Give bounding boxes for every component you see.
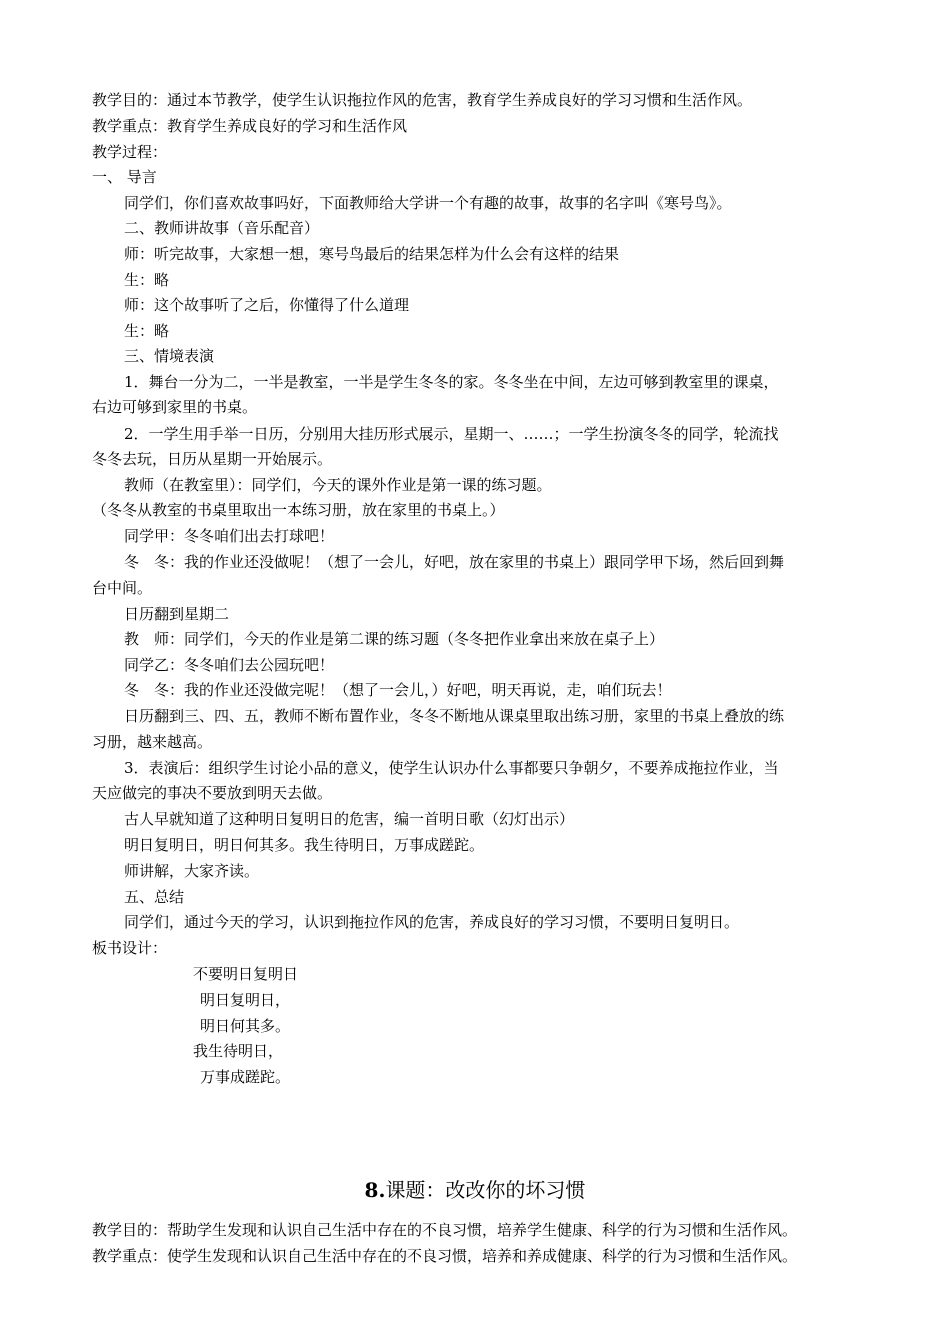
paragraph-continuation: 天应做完的事决不要放到明天去做。	[92, 784, 333, 802]
paragraph-continuation: 右边可够到家里的书桌。	[92, 398, 258, 416]
paragraph-continuation: 冬冬去玩，日历从星期一开始展示。	[92, 450, 333, 468]
lesson8-goal: 教学目的：帮助学生发现和认识自己生活中存在的不良习惯，培养学生健康、科学的行为习惯和生活作风。	[92, 1221, 798, 1239]
section-heading: 二、教师讲故事（音乐配音）	[124, 219, 320, 237]
lesson-title	[0, 1177, 950, 1203]
dialogue-line: 同学乙：冬冬咱们去公园玩吧！	[124, 656, 335, 674]
section-heading: 五、总结	[124, 888, 185, 906]
section-intro-heading: 一、 导言	[92, 168, 157, 186]
paragraph: 师：听完故事，大家想一想，寒号鸟最后的结果怎样为什么会有这样的结果	[124, 245, 620, 263]
board-title: 不要明日复明日	[193, 965, 299, 983]
paragraph: 3．表演后：组织学生讨论小品的意义，使学生认识办什么事都要只争朝夕，不要养成拖拉作业，当	[124, 759, 779, 777]
paragraph: 2．一学生用手举一日历，分别用大挂历形式展示，星期一、……；一学生扮演冬冬的同学，轮流找	[124, 425, 779, 443]
stage-direction: 日历翻到星期二	[124, 605, 230, 623]
dialogue-line: 冬 冬：我的作业还没做呢！（想了一会儿，好吧，放在家里的书桌上）跟同学甲下场，然后回到舞	[124, 553, 785, 571]
paragraph: 生：略	[124, 322, 170, 340]
dialogue-line: 冬 冬：我的作业还没做完呢！（想了一会儿，）好吧，明天再说，走，咱们玩去！	[124, 681, 672, 699]
paragraph: 同学们，你们喜欢故事吗好，下面教师给大学讲一个有趣的故事，故事的名字叫《寒号鸟》。	[124, 194, 732, 212]
paragraph: 教师（在教室里）：同学们，今天的课外作业是第一课的练习题。	[124, 476, 552, 494]
paragraph: 同学们，通过今天的学习，认识到拖拉作风的危害，养成良好的学习习惯，不要明日复明日。	[124, 913, 740, 931]
paragraph: 生：略	[124, 271, 170, 289]
paragraph: 古人早就知道了这种明日复明日的危害，编一首明日歌（幻灯出示）	[124, 810, 575, 828]
paragraph-continuation: 台中间。	[92, 579, 153, 597]
lesson-title-text: 课题：改改你的坏习惯	[385, 1178, 586, 1202]
poem-line: 明日复明日，明日何其多。我生待明日，万事成蹉跎。	[124, 836, 485, 854]
paragraph: 师：这个故事听了之后，你懂得了什么道理	[124, 296, 410, 314]
section-heading: 三、情境表演	[124, 347, 215, 365]
board-design-heading: 板书设计：	[92, 939, 168, 957]
teaching-process-heading: 教学过程：	[92, 143, 168, 161]
paragraph-continuation: 习册，越来越高。	[92, 733, 213, 751]
board-line: 明日复明日，	[200, 991, 291, 1009]
paragraph: 1．舞台一分为二，一半是教室，一半是学生冬冬的家。冬冬坐在中间，左边可够到教室里的课桌，	[124, 373, 779, 391]
teaching-focus: 教学重点：教育学生养成良好的学习和生活作风	[92, 117, 408, 135]
paragraph: 日历翻到三、四、五，教师不断布置作业，冬冬不断地从课桌里取出练习册，家里的书桌上叠放的练	[124, 707, 785, 725]
teaching-goal: 教学目的：通过本节教学，使学生认识拖拉作风的危害，教育学生养成良好的学习习惯和生活作风。	[92, 91, 753, 109]
board-line: 我生待明日，	[193, 1042, 284, 1060]
stage-direction: （冬冬从教室的书桌里取出一本练习册，放在家里的书桌上。）	[92, 501, 505, 519]
board-line: 万事成蹉跎。	[200, 1068, 291, 1086]
lesson8-focus: 教学重点：使学生发现和认识自己生活中存在的不良习惯，培养和养成健康、科学的行为习惯和生活作风。	[92, 1247, 798, 1265]
dialogue-line: 教 师：同学们，今天的作业是第二课的练习题（冬冬把作业拿出来放在桌子上）	[124, 630, 665, 648]
board-line: 明日何其多。	[200, 1017, 291, 1035]
dialogue-line: 同学甲：冬冬咱们出去打球吧！	[124, 527, 335, 545]
lesson-number: 8.	[364, 1178, 386, 1202]
paragraph: 师讲解，大家齐读。	[124, 862, 260, 880]
